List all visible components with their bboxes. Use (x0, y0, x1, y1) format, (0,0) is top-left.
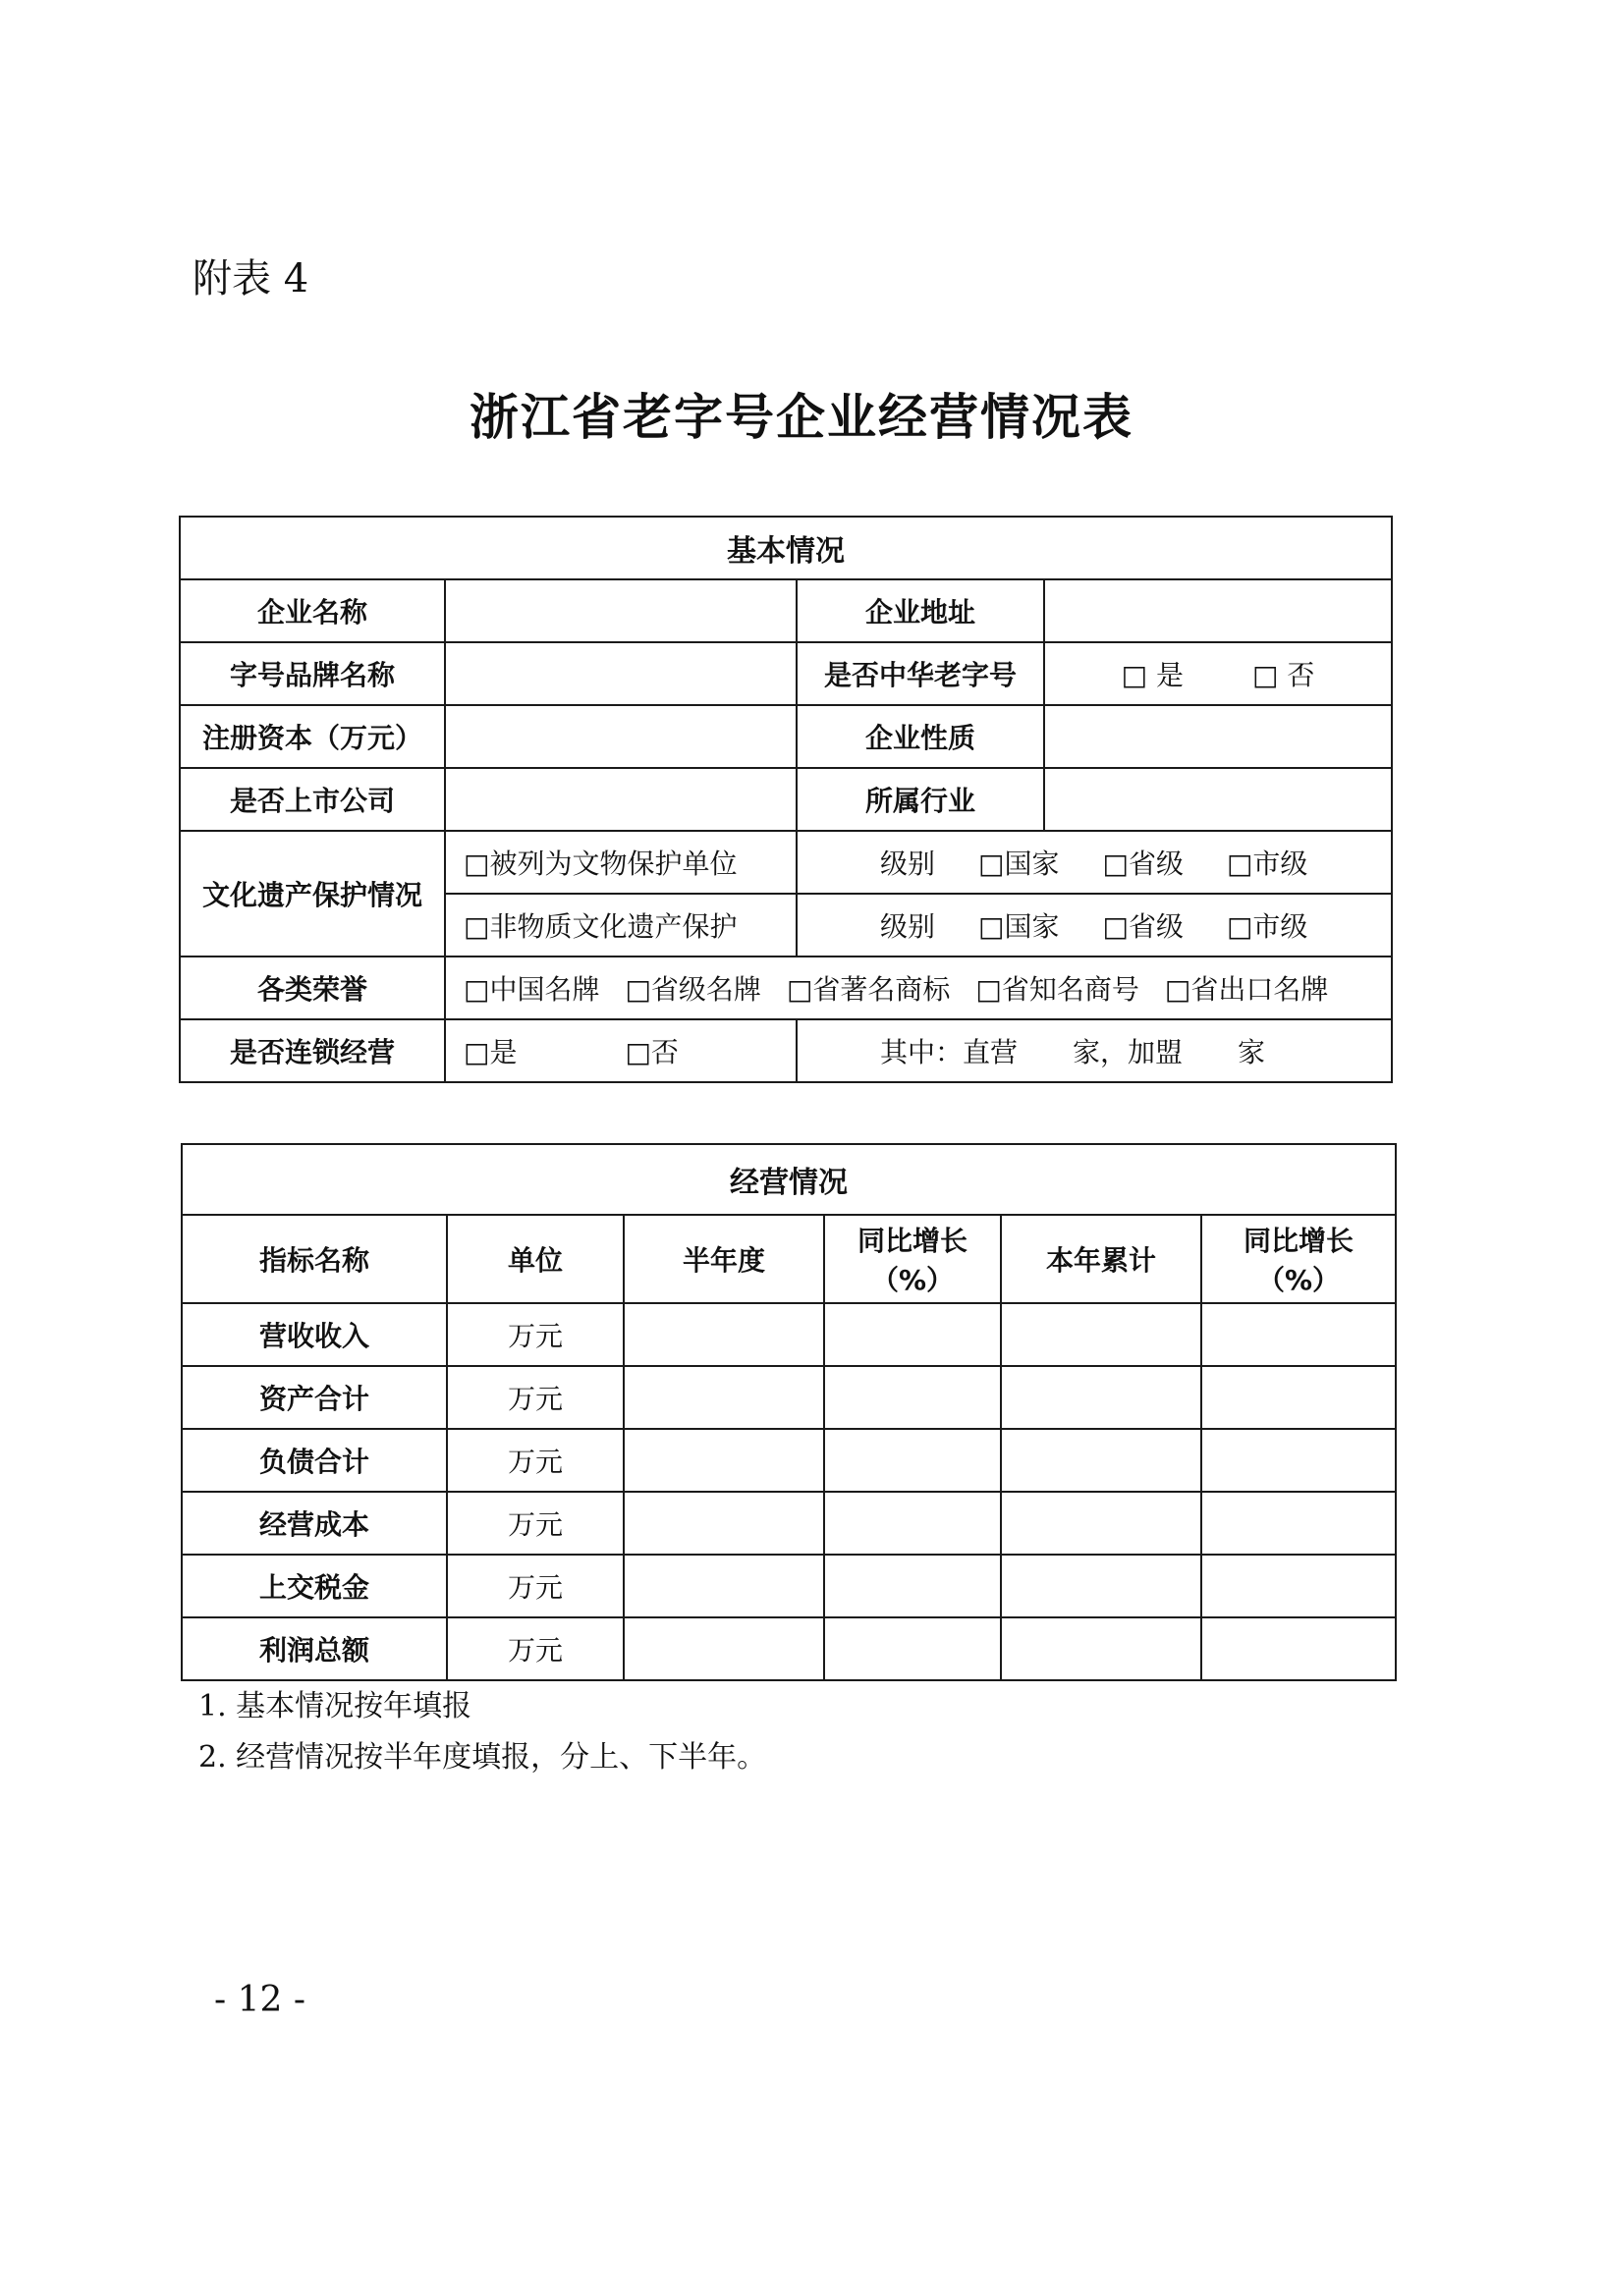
level-national-checkbox[interactable]: □国家 (978, 847, 1060, 880)
honors-label: 各类荣誉 (180, 957, 445, 1019)
row-indicator-name: 资产合计 (182, 1366, 447, 1429)
heritage-intangible-level (797, 894, 1392, 957)
yoy-year-cell[interactable] (1201, 1303, 1396, 1366)
table-row (182, 1366, 1396, 1429)
half-year-cell[interactable] (624, 1303, 824, 1366)
company-address-field[interactable] (1044, 579, 1392, 642)
heritage-protection-label: 文化遗产保护情况 (180, 831, 445, 957)
year-total-cell[interactable] (1001, 1492, 1201, 1555)
half-year-cell[interactable] (624, 1429, 824, 1492)
chain-operation-label: 是否连锁经营 (180, 1019, 445, 1082)
year-total-cell[interactable] (1001, 1555, 1201, 1617)
row-unit: 万元 (447, 1366, 624, 1429)
half-year-cell[interactable] (624, 1492, 824, 1555)
column-header-half-year: 半年度 (624, 1215, 824, 1303)
column-header-unit: 单位 (447, 1215, 624, 1303)
level-provincial-checkbox[interactable]: □省级 (1102, 910, 1184, 943)
honor-famous-trademark-checkbox[interactable]: □省著名商标 (786, 973, 951, 1006)
notes (198, 1681, 766, 1783)
china-time-honored-no-checkbox[interactable]: □ 否 (1252, 659, 1315, 691)
column-header-indicator: 指标名称 (182, 1215, 447, 1303)
appendix-label: 附表 4 (193, 256, 309, 301)
year-total-cell[interactable] (1001, 1429, 1201, 1492)
yoy-year-cell[interactable] (1201, 1617, 1396, 1680)
year-total-cell[interactable] (1001, 1303, 1201, 1366)
yoy-year-cell[interactable] (1201, 1366, 1396, 1429)
page-number: - 12 - (214, 1980, 306, 2020)
honor-china-brand-checkbox[interactable]: □中国名牌 (464, 973, 600, 1006)
half-year-cell[interactable] (624, 1366, 824, 1429)
yoy-year-cell[interactable] (1201, 1555, 1396, 1617)
level-national-checkbox[interactable]: □国家 (978, 910, 1060, 943)
yoy-half-cell[interactable] (824, 1555, 1001, 1617)
row-unit: 万元 (447, 1617, 624, 1680)
year-total-cell[interactable] (1001, 1366, 1201, 1429)
yoy-half-cell[interactable] (824, 1429, 1001, 1492)
column-header-yoy-half: 同比增长（%） (824, 1215, 1001, 1303)
row-indicator-name: 上交税金 (182, 1555, 447, 1617)
china-time-honored-options (1044, 642, 1392, 705)
honor-provincial-brand-checkbox[interactable]: □省级名牌 (625, 973, 761, 1006)
chain-no-checkbox[interactable]: □否 (625, 1036, 679, 1068)
row-indicator-name: 利润总额 (182, 1617, 447, 1680)
table-row (182, 1429, 1396, 1492)
china-time-honored-label: 是否中华老字号 (797, 642, 1044, 705)
level-label: 级别 (880, 847, 936, 880)
table-row (182, 1617, 1396, 1680)
brand-name-field[interactable] (445, 642, 797, 705)
chain-detail[interactable]: 其中：直营 家，加盟 家 (797, 1019, 1392, 1082)
row-unit: 万元 (447, 1492, 624, 1555)
china-time-honored-yes-checkbox[interactable]: □ 是 (1121, 659, 1184, 691)
table-row (182, 1303, 1396, 1366)
operations-table (181, 1143, 1397, 1681)
table-row (182, 1492, 1396, 1555)
operations-header: 经营情况 (182, 1144, 1396, 1215)
chain-operation-options (445, 1019, 797, 1082)
row-indicator-name: 经营成本 (182, 1492, 447, 1555)
note-item: 1. 基本情况按年填报 (198, 1689, 472, 1723)
company-address-label: 企业地址 (797, 579, 1044, 642)
basic-info-table (179, 516, 1393, 1083)
yoy-year-cell[interactable] (1201, 1492, 1396, 1555)
yoy-half-cell[interactable] (824, 1617, 1001, 1680)
level-city-checkbox[interactable]: □市级 (1226, 910, 1308, 943)
honor-known-tradename-checkbox[interactable]: □省知名商号 (975, 973, 1139, 1006)
brand-name-label: 字号品牌名称 (180, 642, 445, 705)
honors-options (445, 957, 1392, 1019)
basic-info-header: 基本情况 (180, 517, 1392, 579)
page-title: 浙江省老字号企业经营情况表 (470, 388, 1133, 446)
yoy-half-cell[interactable] (824, 1492, 1001, 1555)
column-header-year-total: 本年累计 (1001, 1215, 1201, 1303)
level-provincial-checkbox[interactable]: □省级 (1102, 847, 1184, 880)
row-indicator-name: 负债合计 (182, 1429, 447, 1492)
yoy-half-cell[interactable] (824, 1366, 1001, 1429)
row-unit: 万元 (447, 1555, 624, 1617)
level-city-checkbox[interactable]: □市级 (1226, 847, 1308, 880)
table-row (182, 1555, 1396, 1617)
chain-yes-checkbox[interactable]: □是 (464, 1036, 518, 1068)
enterprise-nature-field[interactable] (1044, 705, 1392, 768)
listed-company-label: 是否上市公司 (180, 768, 445, 831)
industry-label: 所属行业 (797, 768, 1044, 831)
registered-capital-label: 注册资本（万元） (180, 705, 445, 768)
enterprise-nature-label: 企业性质 (797, 705, 1044, 768)
industry-field[interactable] (1044, 768, 1392, 831)
half-year-cell[interactable] (624, 1617, 824, 1680)
note-item: 2. 经营情况按半年度填报，分上、下半年。 (198, 1740, 767, 1775)
yoy-half-cell[interactable] (824, 1303, 1001, 1366)
level-label: 级别 (880, 910, 936, 943)
column-header-yoy-year: 同比增长（%） (1201, 1215, 1396, 1303)
honor-export-brand-checkbox[interactable]: □省出口名牌 (1164, 973, 1329, 1006)
registered-capital-field[interactable] (445, 705, 797, 768)
heritage-relic-level (797, 831, 1392, 894)
company-name-label: 企业名称 (180, 579, 445, 642)
row-unit: 万元 (447, 1429, 624, 1492)
year-total-cell[interactable] (1001, 1617, 1201, 1680)
row-indicator-name: 营收收入 (182, 1303, 447, 1366)
company-name-field[interactable] (445, 579, 797, 642)
heritage-intangible-checkbox[interactable]: □非物质文化遗产保护 (445, 894, 797, 957)
row-unit: 万元 (447, 1303, 624, 1366)
yoy-year-cell[interactable] (1201, 1429, 1396, 1492)
half-year-cell[interactable] (624, 1555, 824, 1617)
heritage-relic-checkbox[interactable]: □被列为文物保护单位 (445, 831, 797, 894)
listed-company-field[interactable] (445, 768, 797, 831)
